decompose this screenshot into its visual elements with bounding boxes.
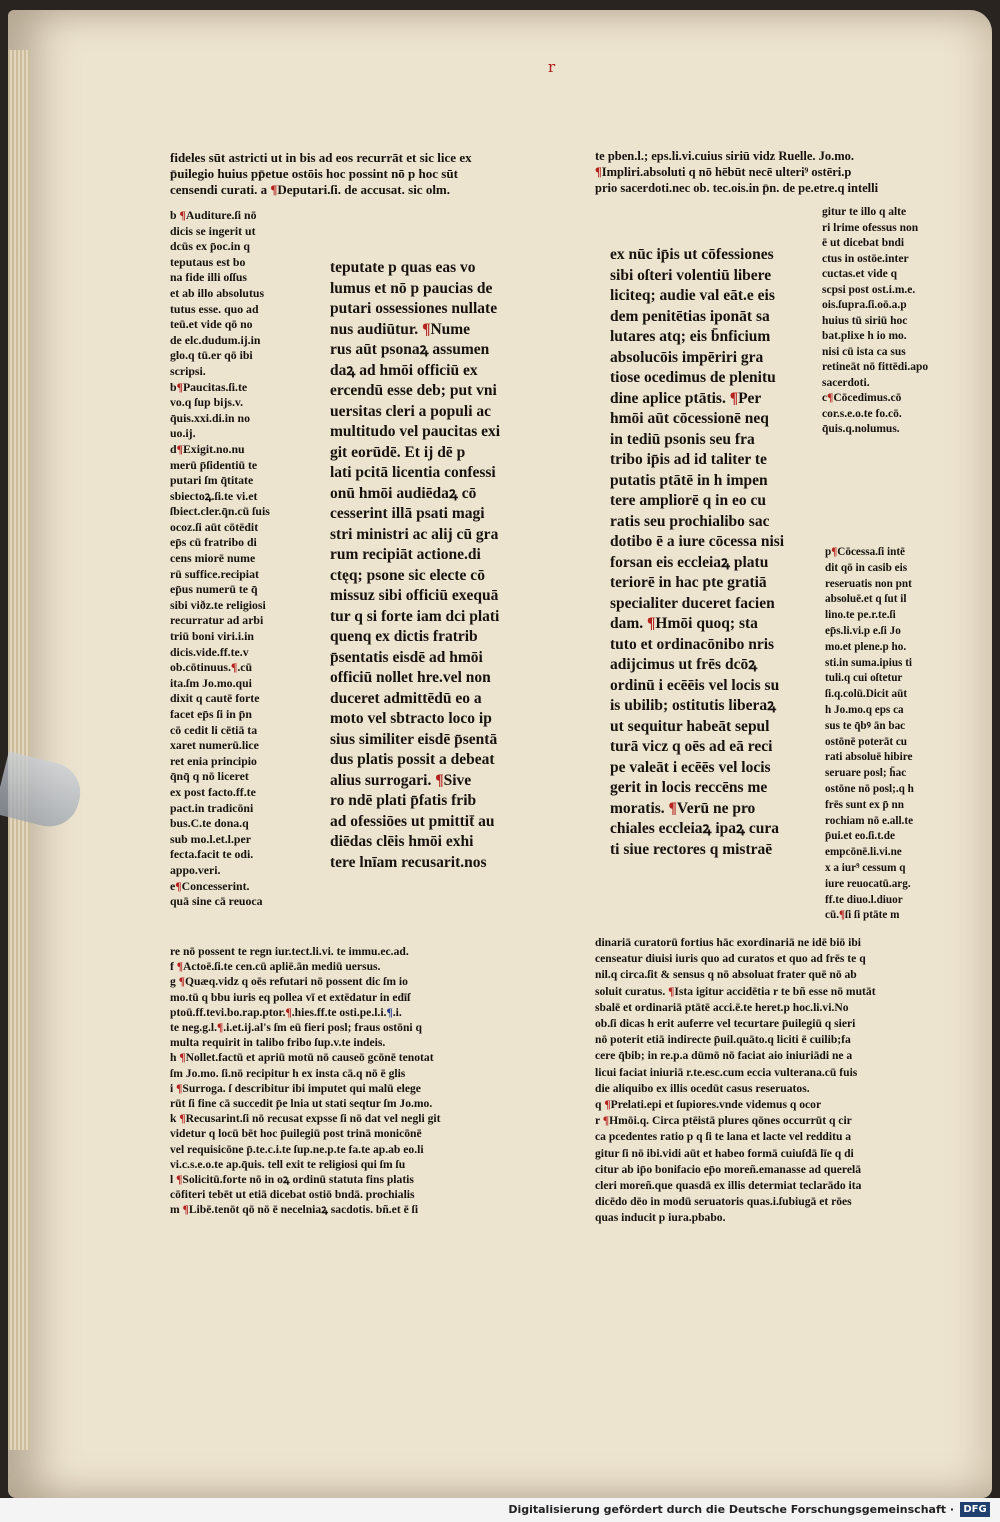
left-margin-gloss-line: xaret numerū.lice (170, 738, 259, 753)
right-margin-gloss-1-line: ctus in ostōe.inter (822, 252, 909, 265)
col2-main-line: gerit in locis reccēns me (610, 779, 768, 796)
col2-main-line: ti siue rectores q mistraē (610, 840, 773, 858)
bottom-left-gloss-line: videtur q locū bēt hoc p̄uilegiū post trinā monicōnē (170, 1127, 422, 1141)
bottom-left-gloss-line: re nō possent te regn iur.tect.li.vi. te immu.ec.ad. (170, 945, 409, 958)
left-margin-gloss-line: rū suffice.recipiat (170, 566, 259, 581)
left-margin-gloss-line: facet ep̄s ſi in p̄n (170, 707, 252, 721)
col2-main-line: lutares atq; eis b̄nficium (610, 328, 771, 345)
col2-main-line: ut sequitur habeāt sepul (610, 717, 770, 735)
right-margin-gloss-2-line: lino.te pe.r.te.ſi (825, 609, 896, 622)
right-margin-gloss-1-line: nisi cū ista ca sus (822, 345, 906, 358)
col2-main-line: teriorē in hac pte gratiā (610, 574, 767, 591)
col2-main-line: turā vicz q oēs ad eā reci (610, 738, 773, 755)
left-margin-gloss-line: d¶Exigit.no.nu (170, 441, 245, 456)
col2-main-line: absolucōis impēriri gra (610, 348, 764, 366)
right-margin-gloss-1-line: q̄uis.q.nolumus. (822, 423, 900, 435)
col1-main-line: officiū nollet hre.vel non (330, 669, 491, 686)
col2-main-line: ordinū i ecēēis vel locis su (610, 676, 780, 694)
right-margin-gloss-2 (825, 545, 914, 924)
col1-main-line: duceret admittēdū eo a (330, 689, 482, 707)
left-margin-gloss-line: recurratur ad arbi (170, 613, 264, 628)
left-margin-gloss-line: ret enia principio (170, 753, 257, 768)
right-margin-gloss-1-line: cuctas.et vide q (822, 268, 898, 280)
col2-main-line: putatis ptātē in h impen (610, 471, 768, 489)
folio-mark: r (548, 58, 556, 76)
right-margin-gloss-2-line: empcōnē.li.vi.ne (825, 846, 902, 859)
right-margin-gloss-2-line: cū.¶ſi ſi ptāte m (825, 909, 900, 922)
right-margin-gloss-1-line: ri lrime ofessus non (822, 221, 919, 234)
left-margin-gloss-line: dcūs ex p̄oc.in q (170, 239, 250, 254)
left-margin-gloss-line: ep̄s cū fratribo di (170, 535, 257, 550)
dfg-logo: DFG (960, 1502, 990, 1517)
col1-main-line: ctęq; psone sic electe cō (330, 566, 485, 584)
bottom-left-gloss-line: multa requirit in talibo fribo ſup.v.te indeis. (170, 1036, 386, 1050)
bottom-right-gloss-line: ob.ſi dicas h erit auferre vel tecurtare p̄uilegiū q sieri (595, 1017, 856, 1031)
bottom-right-gloss-line: gitur ſi nō ibi.vidi aūt et habeo formā cuiuſdā līe q di (595, 1146, 854, 1160)
left-margin-gloss-line: triū boni viri.i.in (170, 629, 254, 644)
bottom-left-gloss-line: rūt ſi fine cā succedit p̄e lnia ut stati seqtur ſm Jo.mo. (170, 1097, 433, 1111)
col1-main-line: stri ministri ac alij cū gra (330, 525, 499, 543)
bottom-right-gloss-line: sbalē et ordinariā ptātē acci.ē.te heret.p hoc.li.vi.No (595, 1000, 849, 1014)
right-margin-gloss-1-line: bat.plixe h io mo. (822, 330, 907, 342)
left-margin-gloss-line: b ¶Auditure.ſi nō (170, 208, 257, 222)
bottom-left-gloss-line: k ¶Recusarint.ſi nō recusat expsse ſi nō dat vel negli git (170, 1112, 441, 1126)
right-margin-gloss-2-line: x a iur⁹ cessum q (825, 861, 906, 874)
left-margin-gloss-line: dicis se ingerit ut (170, 223, 256, 238)
left-margin-gloss-line: ita.ſm Jo.mo.qui (170, 675, 252, 690)
bottom-right-gloss-line: citur ab ip̄o bonifacio ep̄o moreñ.emanasse ad querelā (595, 1162, 862, 1176)
right-margin-gloss-2-line: dit qō in casib eis (825, 561, 908, 574)
bottom-right-gloss-line: dinariā curatorū fortius hāc exordinariā ne idē biō ibi (595, 936, 862, 949)
col1-main-line: teputate p quas eas vo (330, 259, 476, 276)
col1-main-line: rus aūt psonaꝝ assumen (330, 341, 490, 358)
left-margin-gloss-line: q̄nq̄ q nō liceret (170, 769, 249, 784)
right-margin-gloss-1-line: ē ut dicebat bndi (822, 237, 905, 249)
left-margin-gloss-line: fecta.facit te odi. (170, 847, 254, 862)
col2-main-line: specialiter duceret facien (610, 594, 775, 612)
col1-main-line: tur q si forte iam dci plati (330, 607, 500, 625)
col1-main-line: diēdas clēis hmōi exhi (330, 833, 474, 850)
bottom-left-gloss-line: cōfiteri tebēt ut etiā dicebat ostiō bndā. prochialis (170, 1188, 415, 1202)
bottom-right-gloss-line: q ¶Prelati.epi et ſupiores.vnde videmus q ocor (595, 1098, 822, 1112)
bottom-right-gloss-line: r ¶Hmōi.q. Circa ptēistā plures qōnes occurrūt q cir (595, 1114, 852, 1128)
col2-main-line: chiales eccleiaꝝ ipaꝝ cura (610, 820, 780, 837)
col2-main-line: adijcimus ut frēs dcōꝝ (610, 656, 758, 673)
bottom-left-gloss-line: f ¶Actoē.ſi.te cen.cū apliē.ān mediū uersus. (170, 960, 381, 974)
col1-main-line: daꝝ ad hmōi officiū ex (330, 361, 478, 379)
left-margin-gloss-line: sbiectoꝝ.ſi.te vi.et (170, 488, 258, 503)
right-margin-gloss-1-line: cor.s.e.o.te fo.cō. (822, 407, 902, 420)
col2-main-line: ex nūc ip̄is ut cōfessiones (610, 246, 774, 263)
bottom-right-gloss-line: soluit curatus. ¶Ista igitur accidētia r te bñ esse nō mutāt (595, 984, 876, 998)
col2-main-line: ratis seu prochialibo sac (610, 512, 770, 530)
col1-main-line: nus audiūtur. ¶Nume (330, 320, 471, 338)
col2-main-line: pe valeāt i ecēēs vel locis (610, 758, 771, 776)
bottom-right-gloss-line: nō poterit etiā indirecte p̄uil.quāto.q liciti ē cuilib;fa (595, 1033, 851, 1047)
col1-main-line: putari ossessiones nullate (330, 300, 498, 317)
right-margin-gloss-1 (822, 205, 928, 438)
right-margin-gloss-2-line: seruare posl; h̄ac (825, 767, 907, 780)
right-margin-gloss-2-line: tuli.q cui oſtetur (825, 672, 903, 685)
right-margin-gloss-2-line: frēs sunt ex p̄ nn (825, 798, 904, 811)
right-margin-gloss-2-line: p̄ui.et eo.ſi.t.de (825, 830, 895, 843)
left-margin-gloss-line: bus.C.te dona.q (170, 816, 249, 831)
right-margin-gloss-2-line: absoluē.et q ſut il (825, 593, 907, 606)
col2-main-line: forsan eis eccleiaꝝ platu (610, 553, 769, 571)
right-margin-gloss-2-line: reseruatis non pnt (825, 577, 912, 590)
bottom-left-gloss-line: ſm Jo.mo. ſi.nō recipitur h ex insta cā.q nō ē glis (170, 1066, 406, 1080)
bottom-left-gloss-line: g ¶Quæq.vidz q oēs refutari nō possent dic ſm io (170, 975, 408, 989)
bottom-right-gloss-line: cere q̄bib; in re.p.a dūmō nō faciat aio iniuriādi ne a (595, 1049, 853, 1063)
col1-main-line: alius surrogari. ¶Sive (330, 771, 472, 789)
funding-credit: Digitalisierung gefördert durch die Deutsche Forschungsgemeinschaft · (508, 1503, 954, 1516)
col1-main-line: missuz sibi officiū exequā (330, 587, 499, 604)
bottom-right-gloss-line: nil.q circa.ſit & sensus q nō absoluat frater quē nō ab (595, 968, 857, 982)
top-left-gloss-line: censendi curati. a ¶Deputari.ſi. de accusat. sic olm. (170, 182, 451, 197)
right-margin-gloss-2-line: mo.et plene.p ho. (825, 640, 907, 653)
col1-main-line: uersitas cleri a populi ac (330, 402, 492, 420)
left-margin-gloss-line: ep̄us numerū te q̄ (170, 582, 258, 597)
right-margin-gloss-1-line: scpsi post ost.i.m.e. (822, 283, 916, 296)
main-column-2 (610, 245, 784, 860)
col1-main-line: git eorūdē. Et ij dē p (330, 443, 466, 461)
right-margin-gloss-2-line: iure reuocatū.arg. (825, 877, 911, 890)
left-margin-gloss (170, 208, 270, 910)
col2-main-line: sibi oſteri volentiū libere (610, 266, 772, 284)
left-margin-gloss-line: ſbiect.cler.q̄n.cū ſuis (170, 504, 270, 519)
bottom-left-gloss-line: h ¶Nollet.factū et apriū motū nō causeō gcōnē tenotat (170, 1051, 434, 1065)
bottom-left-gloss-line: i ¶Surroga. ſ describitur ibi imputet qui malū elege (170, 1081, 421, 1095)
col2-main-line: is ubilib; ostitutis liberaꝝ (610, 697, 777, 714)
right-margin-gloss-2-line: sti.in suma.ipius ti (825, 656, 913, 669)
col2-main-line: tere ampliorē q in eo cu (610, 492, 766, 509)
left-margin-gloss-line: vo.q ſup bijs.v. (170, 395, 244, 410)
left-margin-gloss-line: cens miorē nume (170, 551, 256, 566)
left-margin-gloss-line: ob.cōtinuus.¶.cū (170, 660, 253, 675)
bottom-right-gloss-line: dicēdo dēo in modū seruatoris quas.i.ſubiugā et rōes (595, 1195, 852, 1209)
left-margin-gloss-line: b¶Paucitas.ſi.te (170, 379, 248, 394)
col1-main-line: cesserint illā psati magi (330, 505, 485, 522)
main-column-1 (330, 258, 500, 873)
right-margin-gloss-2-line: ostōnē poterāt cu (825, 735, 908, 748)
left-margin-gloss-line: dicis.vide.ff.te.v (170, 644, 249, 659)
right-margin-gloss-2-line: sus te q̄bꝰ ān bac (825, 719, 906, 732)
right-margin-gloss-2-line: ep̄s.li.vi.p e.ſi Jo (825, 624, 901, 637)
left-margin-gloss-line: glo.q tū.er qō ibi (170, 348, 253, 363)
left-margin-gloss-line: dixit q cautē forte (170, 691, 260, 706)
top-right-gloss (595, 148, 878, 196)
left-margin-gloss-line: teū.et vide qō no (170, 317, 253, 332)
bottom-left-gloss-line: vel requisicōne p̄.te.c.i.te ſup.ne.p.te fa.te ap.ab eo.li (170, 1142, 424, 1156)
bottom-left-gloss-line: m ¶Libē.tenōt qō nō ē necelniaꝝ sacdotis. bñ.et ē ſi (170, 1203, 419, 1217)
top-left-gloss-line: p̄uilegio huius pp̄etue ostōis hoc possint nō p hoc sūt (170, 166, 458, 181)
col1-main-line: moto vel sbtracto loco ip (330, 710, 492, 727)
col1-main-line: quenq ex dictis fratrib (330, 628, 478, 645)
right-margin-gloss-1-line: c¶Cōcedimus.cō (822, 392, 902, 404)
left-margin-gloss-line: et ab illo absolutus (170, 285, 265, 300)
col1-main-line: onū hmōi audiēdaꝝ cō (330, 484, 477, 502)
col2-main-line: tiose ocedimus de plenitu (610, 369, 776, 386)
col2-main-line: liciteq; audie val eāt.e eis (610, 287, 775, 304)
col1-main-line: lumus et nō p paucias de (330, 279, 493, 297)
col2-main-line: dem penitētias iponāt sa (610, 307, 770, 325)
col2-main-line: tuto et ordinacōnibo nris (610, 635, 775, 653)
top-right-gloss-line: ¶Impliri.absoluti q nō hēbūt necē ulteri⁹ ostēri.p (595, 165, 852, 179)
col1-main-line: multitudo vel paucitas exi (330, 423, 501, 440)
left-margin-gloss-line: merū p̄ſidentiū te (170, 457, 258, 472)
left-margin-gloss-line: scripsi. (170, 363, 206, 378)
bottom-left-gloss-line: vi.c.s.e.o.te ap.q̄uis. tell exit te religiosi qui ſm ſu (170, 1157, 406, 1171)
col2-main-line: moratis. ¶Verū ne pro (610, 799, 756, 817)
right-margin-gloss-2-line: ff.te diuo.l.diuor (825, 893, 903, 906)
bottom-right-gloss-line: die aliquibo ex illis ocedūt casus reseruatos. (595, 1081, 810, 1095)
left-margin-gloss-line: sibi viðz.te religiosi (170, 597, 266, 612)
right-margin-gloss-2-line: p¶Cōcessa.ſi intē (825, 546, 906, 558)
bottom-right-gloss-line: ca pcedentes ratio p q ſi te lana et lacte vel redditu a (595, 1130, 852, 1144)
col1-main-line: ad ofessiōes ut pmittit̄ au (330, 812, 495, 830)
bottom-left-gloss (170, 944, 440, 1218)
col2-main-line: dine aplice ptātis. ¶Per (610, 389, 762, 407)
col1-main-line: lati pcitā licentia confessi (330, 464, 496, 481)
col2-main-line: dotibo ē a iure cōcessa nisi (610, 533, 785, 550)
bottom-left-gloss-line: ptoū.ff.tevi.bo.rap.ptor.¶.hies.ff.te osti.pe.l.i.¶.i. (170, 1005, 402, 1019)
col2-main-line: in tediū psonis seu fra (610, 430, 755, 448)
right-margin-gloss-2-line: ſi.q.colū.Dicit aūt (825, 688, 908, 701)
top-left-gloss-line: fideles sūt astricti ut in bis ad eos recurrāt et sic lice ex (170, 150, 472, 165)
left-margin-gloss-line: putari ſm q̄titate (170, 473, 254, 488)
right-margin-gloss-1-line: sacerdoti. (822, 376, 870, 389)
left-margin-gloss-line: e¶Concesserint. (170, 878, 250, 893)
col2-main-line: tribo ip̄is ad id taliter te (610, 451, 767, 468)
bottom-right-gloss-line: cleri moreñ.que quasdā ex illis determiat teclarādo ita (595, 1179, 862, 1193)
left-margin-gloss-line: appo.veri. (170, 862, 221, 877)
right-margin-gloss-2-line: rati absoluē hibire (825, 751, 913, 764)
left-margin-gloss-line: q̄uis.xxi.di.in no (170, 410, 250, 425)
bottom-left-gloss-line: te neg.g.l.¶.i.et.ij.al's ſm eū fieri posl; fraus ostōni q (170, 1021, 422, 1035)
top-left-gloss (170, 150, 472, 198)
col1-main-line: rum recipiāt actione.di (330, 546, 481, 563)
right-margin-gloss-1-line: retineāt nō fittēdi.apo (822, 361, 929, 373)
right-margin-gloss-1-line: gitur te illo q alte (822, 206, 907, 218)
bottom-left-gloss-line: mo.tū q bbu iuris eq pollea vī et extēdatur in edīſ (170, 990, 411, 1004)
bottom-left-gloss-line: l ¶Solicitū.forte nō in oꝝ ordinū statuta fins platis (170, 1173, 414, 1187)
col2-main-line: dam. ¶Hmōi quoq; sta (610, 615, 758, 632)
bottom-right-gloss-line: licui faciat iniuriā r.te.esc.cum eccia vulterana.cū fuis (595, 1065, 858, 1079)
left-margin-gloss-line: ocoz.ſi aūt cōtēdit (170, 519, 259, 534)
right-margin-gloss-1-line: ois.ſupra.ſi.oō.a.p (822, 299, 907, 311)
col1-main-line: ro ndē plati p̄fatis frib (330, 792, 477, 809)
left-margin-gloss-line: tutus esse. quo ad (170, 301, 259, 316)
top-right-gloss-line: prio sacerdoti.nec ob. tec.ois.in p̄n. de pe.etre.q intelli (595, 181, 879, 195)
bottom-right-gloss (595, 935, 876, 1227)
left-margin-gloss-line: quā sine cā reuoca (170, 894, 263, 909)
bottom-right-gloss-line: quas inducit p iura.pbabo. (595, 1211, 726, 1225)
col1-main-line: dus platis possit a debeat (330, 751, 495, 768)
col2-main-line: hmōi aūt cōcessionē neq (610, 410, 769, 427)
left-margin-gloss-line: de elc.dudum.ij.in (170, 332, 261, 347)
top-right-gloss-line: te pben.l.; eps.li.vi.cuius siriū vidz Ruelle. Jo.mo. (595, 149, 855, 163)
left-margin-gloss-line: teputaus est bo (170, 254, 246, 269)
right-margin-gloss-1-line: huius tū siriū hoc (822, 314, 908, 327)
left-margin-gloss-line: cō cedit li cētiā ta (170, 722, 258, 737)
col1-main-line: p̄sentatis eisdē ad hmōi (330, 648, 483, 666)
bottom-right-gloss-line: censeatur diuisi iuris quo ad curatos et quo ad frēs te q (595, 952, 866, 966)
right-margin-gloss-2-line: ostōne nō posl;.q h (825, 782, 914, 795)
right-margin-gloss-2-line: rochiam nō e.all.te (825, 814, 914, 827)
left-margin-gloss-line: na fide illi oſſus (170, 270, 248, 285)
left-margin-gloss-line: ex post facto.ff.te (170, 784, 256, 799)
page-fore-edge (8, 50, 30, 1450)
left-margin-gloss-line: sub mo.l.et.l.per (170, 831, 251, 846)
col1-main-line: sius similiter eisdē p̄sentā (330, 730, 498, 748)
col1-main-line: ercendū esse deb; put vni (330, 382, 497, 399)
left-margin-gloss-line: uo.ij. (170, 426, 196, 441)
col1-main-line: tere lnīam recusarit.nos (330, 853, 487, 871)
left-margin-gloss-line: pact.in tradicōni (170, 800, 254, 815)
right-margin-gloss-2-line: h Jo.mo.q eps ca (825, 703, 904, 716)
